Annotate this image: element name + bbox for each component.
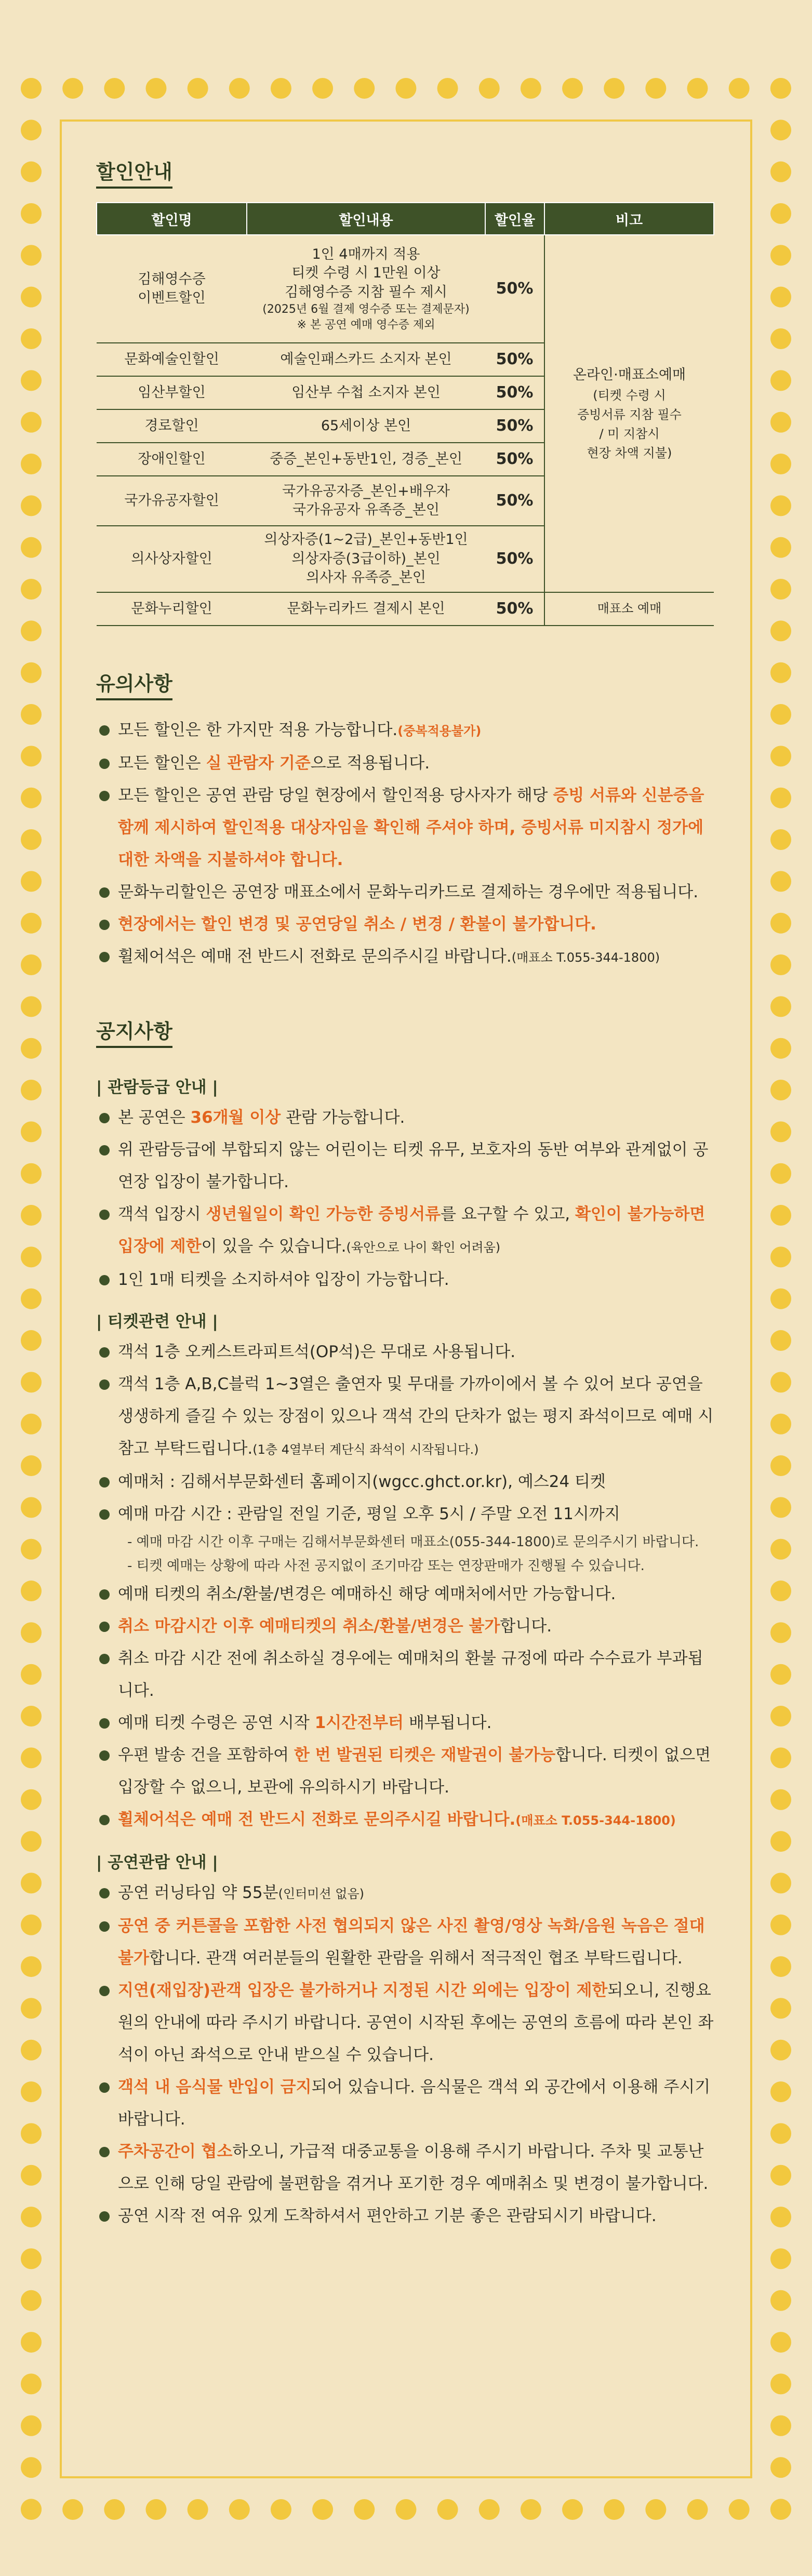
text: 되오니, 진행요원의 안내에 따라 주시기 바랍니다. 공연이 시작된 후에는 공연의 흐름에 따라 본인 좌석이 아닌 좌석으로 안내 받으실 수 있습니다.: [118, 1981, 714, 2064]
text-highlight: 지연(재입장)관객 입장은 불가하거나 지정된 시간 외에는 입장이 제한: [118, 1981, 608, 2000]
list-item: [96, 1877, 714, 1910]
list-item: [96, 1466, 714, 1498]
table-row: [97, 235, 714, 343]
text-tail: (매표소 T.055-344-1800): [511, 950, 660, 965]
text-tail: (인터미션 없음): [278, 1887, 365, 1901]
text-highlight: 취소 마감시간 이후 예매티켓의 취소/환불/변경은 불가: [118, 1617, 500, 1636]
text: 합니다.: [500, 1617, 552, 1636]
discount-rate: 50%: [485, 476, 544, 526]
discount-name: 장애인할인: [97, 443, 247, 476]
list-item: [96, 714, 714, 747]
discount-rate: 50%: [485, 376, 544, 409]
text: 합니다. 관객 여러분들의 원활한 관람을 위해서 적극적인 협조 부탁드립니다.: [149, 1949, 683, 1968]
text: 으로 적용됩니다.: [310, 754, 430, 773]
discount-rate: 50%: [485, 409, 544, 443]
text: 예매 마감 시간 : 관람일 전일 기준, 평일 오후 5시 / 주말 오전 11시까지: [118, 1505, 620, 1523]
text-highlight: 증빙 서류와 신분증을 함께 제시하여 할인적용 대상자임을 확인해 주셔야 하며, 증빙서류 미지참시 정가에 대한 차액을 지불하셔야 합니다.: [118, 786, 704, 869]
list-item: [96, 1134, 714, 1198]
list-item: [96, 1610, 714, 1642]
text-tail: (매표소 T.055-344-1800): [515, 1813, 676, 1828]
list-item: [96, 1101, 714, 1134]
discount-content: 임산부 수첩 소지자 본인: [247, 376, 485, 409]
text-highlight: 1시간전부터: [314, 1714, 404, 1732]
text-tail: (육안으로 나이 확인 어려움): [346, 1240, 501, 1255]
perf-list: [96, 1877, 714, 2232]
text: 예매 티켓의 취소/환불/변경은 예매하신 해당 예매처에서만 가능합니다.: [118, 1585, 616, 1603]
text: 본 공연은: [118, 1108, 191, 1127]
discount-content: 국가유공자증_본인+배우자 국가유공자 유족증_본인: [247, 476, 485, 526]
text: 하오니, 가급적 대중교통을 이용해 주시기 바랍니다. 주차 및 교통난으로 인해 당일 관람에 불편함을 겪거나 포기한 경우 예매취소 및 변경이 불가합니다.: [118, 2142, 709, 2193]
discount-content-text: 1인 4매까지 적용 티켓 수령 시 1만원 이상 김해영수증 지참 필수 제시: [285, 246, 447, 300]
text: 예매 티켓 수령은 공연 시작: [118, 1714, 315, 1732]
discount-content: [247, 235, 485, 343]
text: 공연 러닝타임 약 55분: [118, 1883, 278, 1902]
text: 객석 1층 오케스트라피트석(OP석)은 무대로 사용됩니다.: [118, 1343, 516, 1361]
discount-title: 할인안내: [96, 156, 172, 189]
text-highlight: 주차공간이 협소: [118, 2142, 233, 2161]
list-item: [96, 1578, 714, 1610]
text: 예매처 : 김해서부문화센터 홈페이지(wgcc.ghct.or.kr), 예스24 티켓: [118, 1472, 606, 1491]
col-header-rate: 할인율: [485, 203, 544, 235]
list-item: [96, 1707, 714, 1739]
text: 객석 1층 A,B,C블럭 1~3열은 출연자 및 무대를 가까이에서 볼 수 있어 보다 공연을 생생하게 즐길 수 있는 장점이 있으나 객석 간의 단차가 없는 평지 좌석이므로 예매 시 참고 부탁드립니다.: [118, 1375, 714, 1458]
text: 우편 발송 건을 포함하여: [118, 1746, 294, 1764]
discount-content-small: (2025년 6월 결제 영수증 또는 결제문자) ※ 본 공연 예매 영수증 제외: [262, 302, 470, 331]
col-header-note: 비고: [544, 203, 714, 235]
discount-content: 65세이상 본인: [247, 409, 485, 443]
list-item: [96, 940, 714, 974]
text-highlight: 현장에서는 할인 변경 및 공연당일 취소 / 변경 / 환불이 불가합니다.: [118, 915, 596, 934]
list-item: [96, 1498, 714, 1530]
ticket-subnotes: [96, 1530, 714, 1578]
text: 모든 할인은: [118, 754, 206, 773]
list-item: [96, 1642, 714, 1707]
list-item: [96, 1336, 714, 1368]
content: [96, 156, 714, 2232]
text-highlight: 확인이 불가능하면 입장에 제한: [118, 1205, 705, 1256]
text-highlight: 공연 중 커튼콜을 포함한 사전 협의되지 않은 사진 촬영/영상 녹화/음원 녹음은 절대불가: [118, 1917, 705, 1968]
text-highlight: 객석 내 음식물 반입이 금지: [118, 2078, 312, 2096]
list-item: [96, 908, 714, 940]
text-highlight: (중복적용불가): [397, 724, 482, 738]
table-header-row: [97, 203, 714, 235]
list-item: [96, 2200, 714, 2232]
text-highlight: 실 관람자 기준: [206, 754, 311, 773]
age-heading: | 관람등급 안내 |: [96, 1078, 218, 1097]
text: 배부됩니다.: [404, 1714, 492, 1732]
discount-content: 중증_본인+동반1인, 경증_본인: [247, 443, 485, 476]
caution-title: 유의사항: [96, 668, 172, 700]
discount-content: 예술인패스카드 소지자 본인: [247, 343, 485, 376]
discount-name: 문화누리할인: [97, 592, 247, 626]
discount-name: 의사상자할인: [97, 526, 247, 592]
list-item: [96, 876, 714, 908]
text-highlight: 36개월 이상: [190, 1108, 281, 1127]
text: 합니다. 티켓이 없으면 입장할 수 없으니, 보관에 유의하시기 바랍니다.: [118, 1746, 711, 1797]
list-item: [96, 1739, 714, 1803]
note-detail: (티켓 수령 시 증빙서류 지참 필수 / 미 지참시 현장 차액 지불): [577, 388, 682, 461]
list-item: [96, 1974, 714, 2071]
text-tail: (1층 4열부터 계단식 좌석이 시작됩니다.): [252, 1442, 479, 1457]
text: 관람 가능합니다.: [281, 1108, 405, 1127]
list-item: [96, 2071, 714, 2135]
list-item: [96, 747, 714, 779]
ticket-heading: | 티켓관련 안내 |: [96, 1312, 218, 1331]
discount-name: 임산부할인: [97, 376, 247, 409]
discount-rate: 50%: [485, 592, 544, 626]
text: 모든 할인은 한 가지만 적용 가능합니다.: [118, 721, 398, 739]
text-highlight: 생년월일이 확인 가능한 증빙서류: [206, 1205, 441, 1224]
list-item: [96, 779, 714, 876]
discount-rate: 50%: [485, 235, 544, 343]
sub-note: - 예매 마감 시간 이후 구매는 김해서부문화센터 매표소(055-344-1800)로 문의주시기 바랍니다.: [127, 1534, 699, 1550]
discount-rate: 50%: [485, 343, 544, 376]
list-item: [96, 1910, 714, 1974]
text: 객석 입장시: [118, 1205, 206, 1224]
text: 이 있을 수 있습니다.: [201, 1237, 347, 1256]
discount-note: [544, 235, 714, 592]
list-item: [96, 1368, 714, 1466]
ticket-list: [96, 1336, 714, 1530]
table-row: [97, 592, 714, 626]
age-list: [96, 1101, 714, 1296]
text: 취소 마감 시간 전에 취소하실 경우에는 예매처의 환불 규정에 따라 수수료가 부과됩니다.: [118, 1649, 703, 1700]
list-item: [96, 1803, 714, 1837]
ticket-list-2: [96, 1578, 714, 1837]
discount-note-last: 매표소 예매: [544, 592, 714, 626]
discount-content: 문화누리카드 결제시 본인: [247, 592, 485, 626]
discount-rate: 50%: [485, 443, 544, 476]
text: 문화누리할인은 공연장 매표소에서 문화누리카드로 결제하는 경우에만 적용됩니다.: [118, 883, 699, 901]
discount-name: 경로할인: [97, 409, 247, 443]
perf-heading: | 공연관람 안내 |: [96, 1853, 218, 1872]
list-item: [96, 1264, 714, 1296]
text-highlight: 한 번 발권된 티켓은 재발권이 불가능: [294, 1746, 556, 1764]
col-header-content: 할인내용: [247, 203, 485, 235]
notice-title: 공지사항: [96, 1015, 172, 1048]
text: 되어 있습니다. 음식물은 객석 외 공간에서 이용해 주시기 바랍니다.: [118, 2078, 711, 2129]
discount-name: [97, 235, 247, 343]
list-item: [96, 1198, 714, 1264]
discount-content: 의상자증(1~2급)_본인+동반1인 의상자증(3급이하)_본인 의사자 유족증_본인: [247, 526, 485, 592]
text: 위 관람등급에 부합되지 않는 어린이는 티켓 유무, 보호자의 동반 여부와 관계없이 공연장 입장이 불가합니다.: [118, 1140, 709, 1191]
text: 휠체어석은 예매 전 반드시 전화로 문의주시길 바랍니다.: [118, 947, 512, 966]
discount-name: 문화예술인할인: [97, 343, 247, 376]
discount-rate: 50%: [485, 526, 544, 592]
sub-note: - 티켓 예매는 상황에 따라 사전 공지없이 조기마감 또는 연장판매가 진행될 수 있습니다.: [127, 1558, 645, 1574]
text-highlight: 휠체어석은 예매 전 반드시 전화로 문의주시길 바랍니다.: [118, 1810, 516, 1829]
discount-name-text: 김해영수증 이벤트할인: [138, 271, 206, 306]
text: 공연 시작 전 여유 있게 도착하셔서 편안하고 기분 좋은 관람되시기 바랍니다.: [118, 2207, 657, 2225]
discount-table: [96, 202, 714, 626]
text: 를 요구할 수 있고,: [441, 1205, 575, 1224]
text: 모든 할인은 공연 관람 당일 현장에서 할인적용 당사자가 해당: [118, 786, 553, 805]
list-item: [96, 2135, 714, 2200]
caution-list: [96, 714, 714, 974]
note-main: 온라인·매표소예매: [573, 366, 686, 383]
discount-name: 국가유공자할인: [97, 476, 247, 526]
text: 1인 1매 티켓을 소지하셔야 입장이 가능합니다.: [118, 1270, 449, 1289]
col-header-name: 할인명: [97, 203, 247, 235]
